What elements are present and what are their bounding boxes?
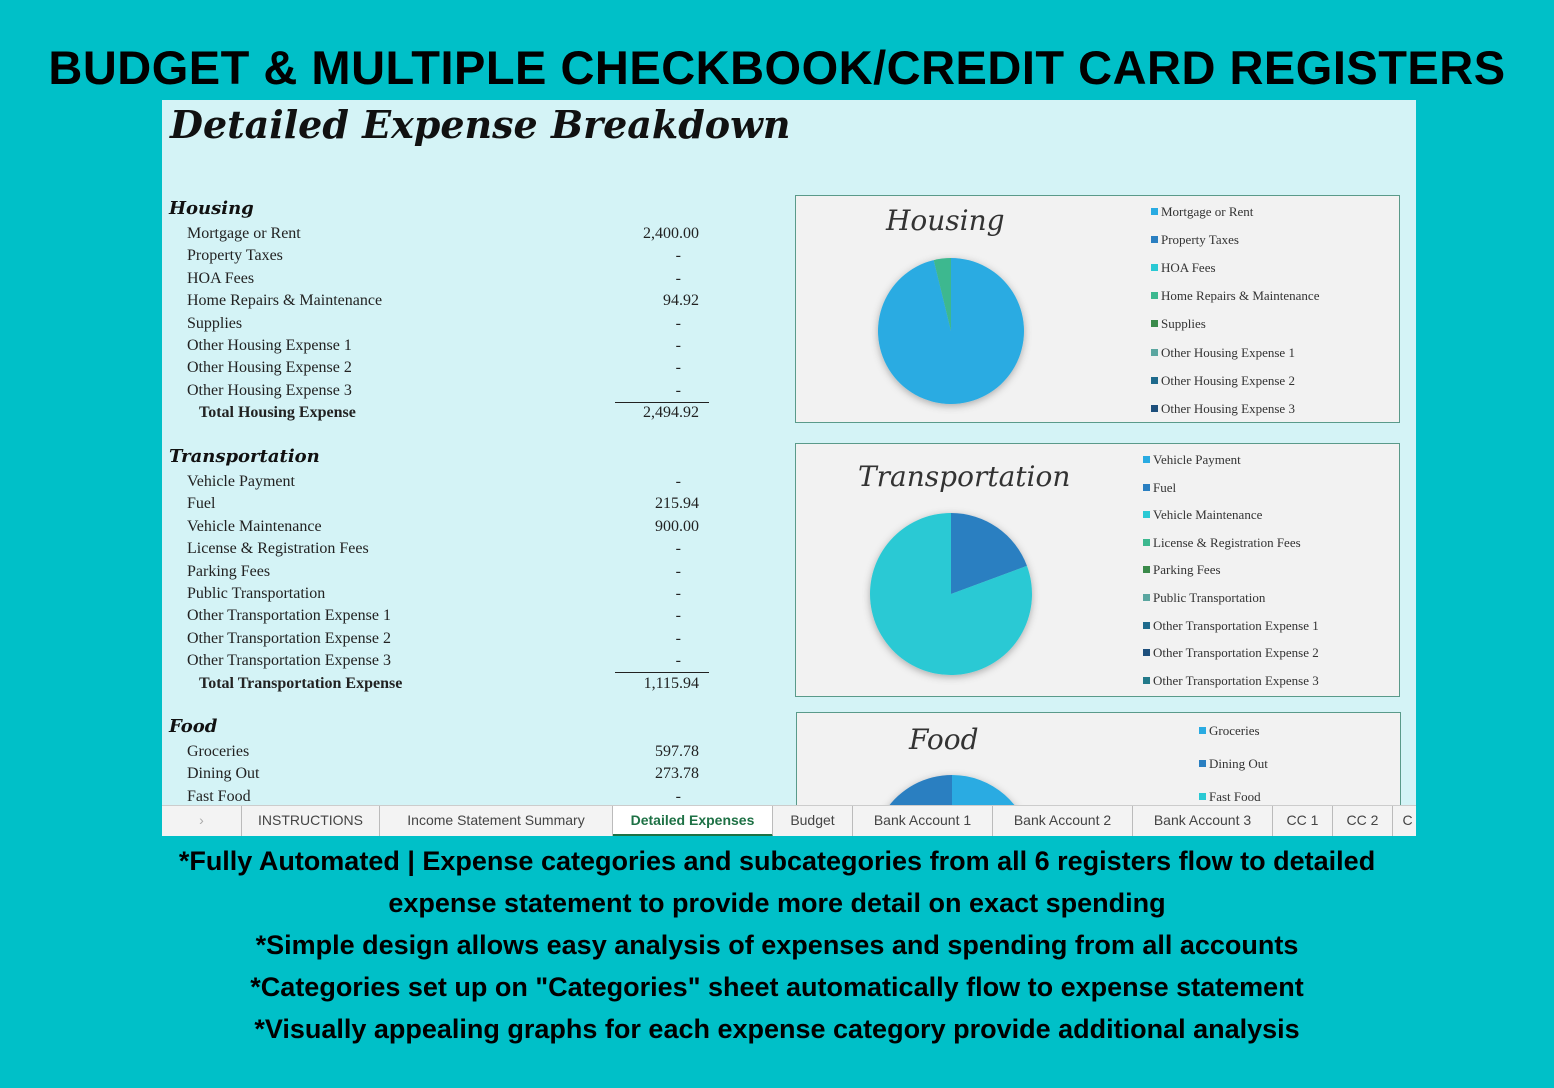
legend-item (1151, 260, 1216, 276)
legend-item (1143, 673, 1319, 689)
tab-bank-account-2[interactable]: Bank Account 2 (993, 806, 1133, 836)
legend-swatch (1199, 793, 1206, 800)
expense-row (162, 223, 712, 245)
legend-item (1151, 316, 1206, 332)
legend-swatch (1143, 622, 1150, 629)
legend-item (1143, 645, 1319, 661)
expense-value: 2,400.00 (643, 225, 699, 242)
legend-item (1143, 452, 1241, 468)
chart-housing (795, 195, 1400, 423)
tab-bank-account-3[interactable]: Bank Account 3 (1133, 806, 1273, 836)
expense-row (162, 493, 712, 515)
total-value: 2,494.92 (643, 404, 699, 422)
legend-swatch (1143, 484, 1150, 491)
legend-item (1143, 507, 1262, 523)
legend-swatch (1143, 649, 1150, 656)
expense-row (162, 741, 712, 763)
expense-value: - (675, 607, 681, 625)
scroll-tabs-right-icon[interactable]: › (162, 806, 242, 836)
legend-swatch (1151, 349, 1158, 356)
expense-label: Dining Out (187, 765, 260, 783)
legend-label: Property Taxes (1161, 232, 1239, 248)
expense-value: - (675, 247, 681, 265)
expense-row (162, 290, 712, 312)
banner-title: BUDGET & MULTIPLE CHECKBOOK/CREDIT CARD REGISTERS (48, 41, 1506, 94)
expense-value: - (675, 787, 681, 805)
legend-label: Mortgage or Rent (1161, 204, 1254, 219)
legend-label: Parking Fees (1153, 562, 1221, 578)
legend-label: HOA Fees (1161, 260, 1216, 276)
expense-label: Other Housing Expense 2 (187, 359, 352, 377)
expense-value: - (675, 585, 681, 602)
sheet-tabs-bar (162, 805, 1416, 836)
legend-swatch (1143, 594, 1150, 601)
expense-label: Parking Fees (187, 562, 271, 580)
expense-row (162, 245, 712, 267)
expense-value: 597.78 (655, 743, 699, 760)
legend-label: Groceries (1209, 723, 1260, 738)
legend-item (1143, 480, 1176, 496)
expense-value: 900.00 (655, 517, 699, 535)
legend-swatch (1151, 320, 1158, 327)
legend-swatch (1151, 292, 1158, 299)
legend-label: Other Housing Expense 2 (1161, 372, 1295, 388)
legend-item (1151, 204, 1253, 220)
legend-label: Public Transportation (1153, 590, 1266, 605)
legend-swatch (1151, 377, 1158, 384)
expense-value: 94.92 (663, 292, 699, 310)
total-value: 1,115.94 (643, 674, 699, 692)
expense-row (162, 561, 712, 583)
legend-swatch (1143, 677, 1150, 684)
legend-swatch (1199, 727, 1206, 734)
feature-line: *Simple design allows easy analysis of expenses and spending from all accounts (255, 930, 1299, 960)
expense-value: 215.94 (655, 495, 699, 513)
legend-swatch (1151, 264, 1158, 271)
expense-value: 273.78 (655, 765, 699, 783)
legend-item (1151, 232, 1239, 248)
legend-label: Supplies (1161, 316, 1206, 332)
expense-row (162, 380, 712, 402)
expense-row (162, 650, 712, 672)
legend-swatch (1151, 236, 1158, 243)
section-heading: Transportation (169, 446, 320, 467)
spreadsheet (162, 100, 1416, 836)
legend-item (1143, 562, 1221, 578)
total-label: Total Housing Expense (199, 404, 356, 422)
expense-row (162, 357, 712, 379)
legend-item (1143, 535, 1301, 551)
tab-cc-1[interactable]: CC 1 (1273, 806, 1333, 836)
expense-value: - (675, 337, 681, 354)
legend-label: Fast Food (1209, 789, 1261, 804)
legend-swatch (1151, 405, 1158, 412)
legend-item (1199, 723, 1260, 739)
legend-swatch (1143, 456, 1150, 463)
chart-title: Food (909, 723, 979, 756)
expense-label: Other Transportation Expense 2 (187, 629, 391, 647)
legend-item (1151, 345, 1295, 361)
section-heading: Housing (169, 198, 254, 219)
expense-row (162, 268, 712, 290)
expense-row (162, 628, 712, 650)
tab-income-statement-summary[interactable]: Income Statement Summary (380, 806, 613, 836)
tab-cc-2[interactable]: CC 2 (1333, 806, 1393, 836)
chart-title: Housing (886, 204, 1005, 237)
chart-transportation (795, 443, 1400, 697)
expense-value: - (675, 562, 681, 580)
expense-label: Other Housing Expense 3 (187, 381, 352, 399)
expense-row (162, 605, 712, 627)
legend-swatch (1143, 566, 1150, 573)
legend-item (1199, 756, 1268, 772)
legend-label: Fuel (1153, 479, 1177, 495)
expense-value: - (675, 314, 681, 332)
expense-value: - (615, 380, 709, 403)
expense-row (162, 516, 712, 538)
tab-c[interactable]: C (1393, 806, 1416, 836)
expense-row (162, 538, 712, 560)
legend-swatch (1199, 760, 1206, 767)
expense-label: HOA Fees (187, 269, 255, 287)
legend-label: Other Transportation Expense 1 (1153, 617, 1319, 633)
feature-line: *Fully Automated | Expense categories and subcategories from all 6 registers flow to detailed (178, 846, 1376, 876)
expense-label: Property Taxes (187, 247, 283, 265)
legend-label: Dining Out (1209, 756, 1268, 771)
legend-item (1151, 373, 1295, 389)
expense-label: Supplies (187, 314, 243, 332)
legend-label: Other Transportation Expense 3 (1153, 672, 1319, 688)
feature-line: expense statement to provide more detail on exact spending (388, 888, 1166, 918)
pie-chart (796, 196, 1400, 423)
expense-label: Other Transportation Expense 3 (187, 652, 391, 670)
legend-label: Vehicle Payment (1153, 452, 1241, 467)
section-heading: Food (169, 716, 218, 737)
legend-label: Vehicle Maintenance (1153, 507, 1263, 523)
expense-value: - (675, 473, 681, 490)
legend-label: Home Repairs & Maintenance (1161, 288, 1320, 304)
expense-label: Home Repairs & Maintenance (187, 292, 383, 310)
legend-label: Other Housing Expense 1 (1161, 344, 1295, 360)
expense-label: Fuel (187, 495, 216, 513)
expense-value: - (675, 359, 681, 377)
expense-label: Other Transportation Expense 1 (187, 607, 391, 625)
legend-item (1143, 590, 1265, 606)
expense-value: - (675, 269, 681, 287)
expense-label: Vehicle Maintenance (187, 517, 322, 535)
tab-budget[interactable]: Budget (773, 806, 853, 836)
legend-item (1151, 288, 1319, 304)
legend-label: License & Registration Fees (1153, 534, 1301, 550)
expense-label: Mortgage or Rent (187, 225, 301, 242)
legend-label: Other Transportation Expense 2 (1153, 645, 1319, 661)
expense-row (162, 583, 712, 605)
chart-title: Transportation (858, 460, 1071, 493)
expense-value: - (615, 650, 709, 673)
expense-label: Fast Food (187, 787, 251, 805)
total-label: Total Transportation Expense (199, 674, 403, 692)
tab-bank-account-1[interactable]: Bank Account 1 (853, 806, 993, 836)
expense-label: Public Transportation (187, 585, 326, 602)
tab-detailed-expenses[interactable]: Detailed Expenses (613, 806, 773, 836)
total-row (162, 402, 712, 424)
total-row (162, 673, 712, 695)
feature-line: *Visually appealing graphs for each expense category provide additional analysis (254, 1014, 1300, 1044)
expense-label: Other Housing Expense 1 (187, 337, 352, 354)
legend-swatch (1143, 511, 1150, 518)
expense-row (162, 313, 712, 335)
expense-label: Groceries (187, 743, 250, 760)
expense-row (162, 763, 712, 785)
feature-list (0, 840, 1554, 1050)
legend-item (1151, 401, 1295, 417)
legend-swatch (1151, 208, 1158, 215)
expense-label: License & Registration Fees (187, 540, 369, 558)
legend-item (1199, 789, 1261, 805)
sheet-title: Detailed Expense Breakdown (170, 102, 791, 147)
legend-label: Other Housing Expense 3 (1161, 400, 1295, 416)
expense-row (162, 335, 712, 357)
expense-row (162, 471, 712, 493)
expense-value: - (675, 629, 681, 647)
expense-label: Vehicle Payment (187, 473, 295, 490)
expense-value: - (675, 540, 681, 558)
legend-swatch (1143, 539, 1150, 546)
feature-line: *Categories set up on "Categories" sheet automatically flow to expense statement (250, 972, 1304, 1002)
tab-instructions[interactable]: INSTRUCTIONS (242, 806, 380, 836)
legend-item (1143, 618, 1319, 634)
